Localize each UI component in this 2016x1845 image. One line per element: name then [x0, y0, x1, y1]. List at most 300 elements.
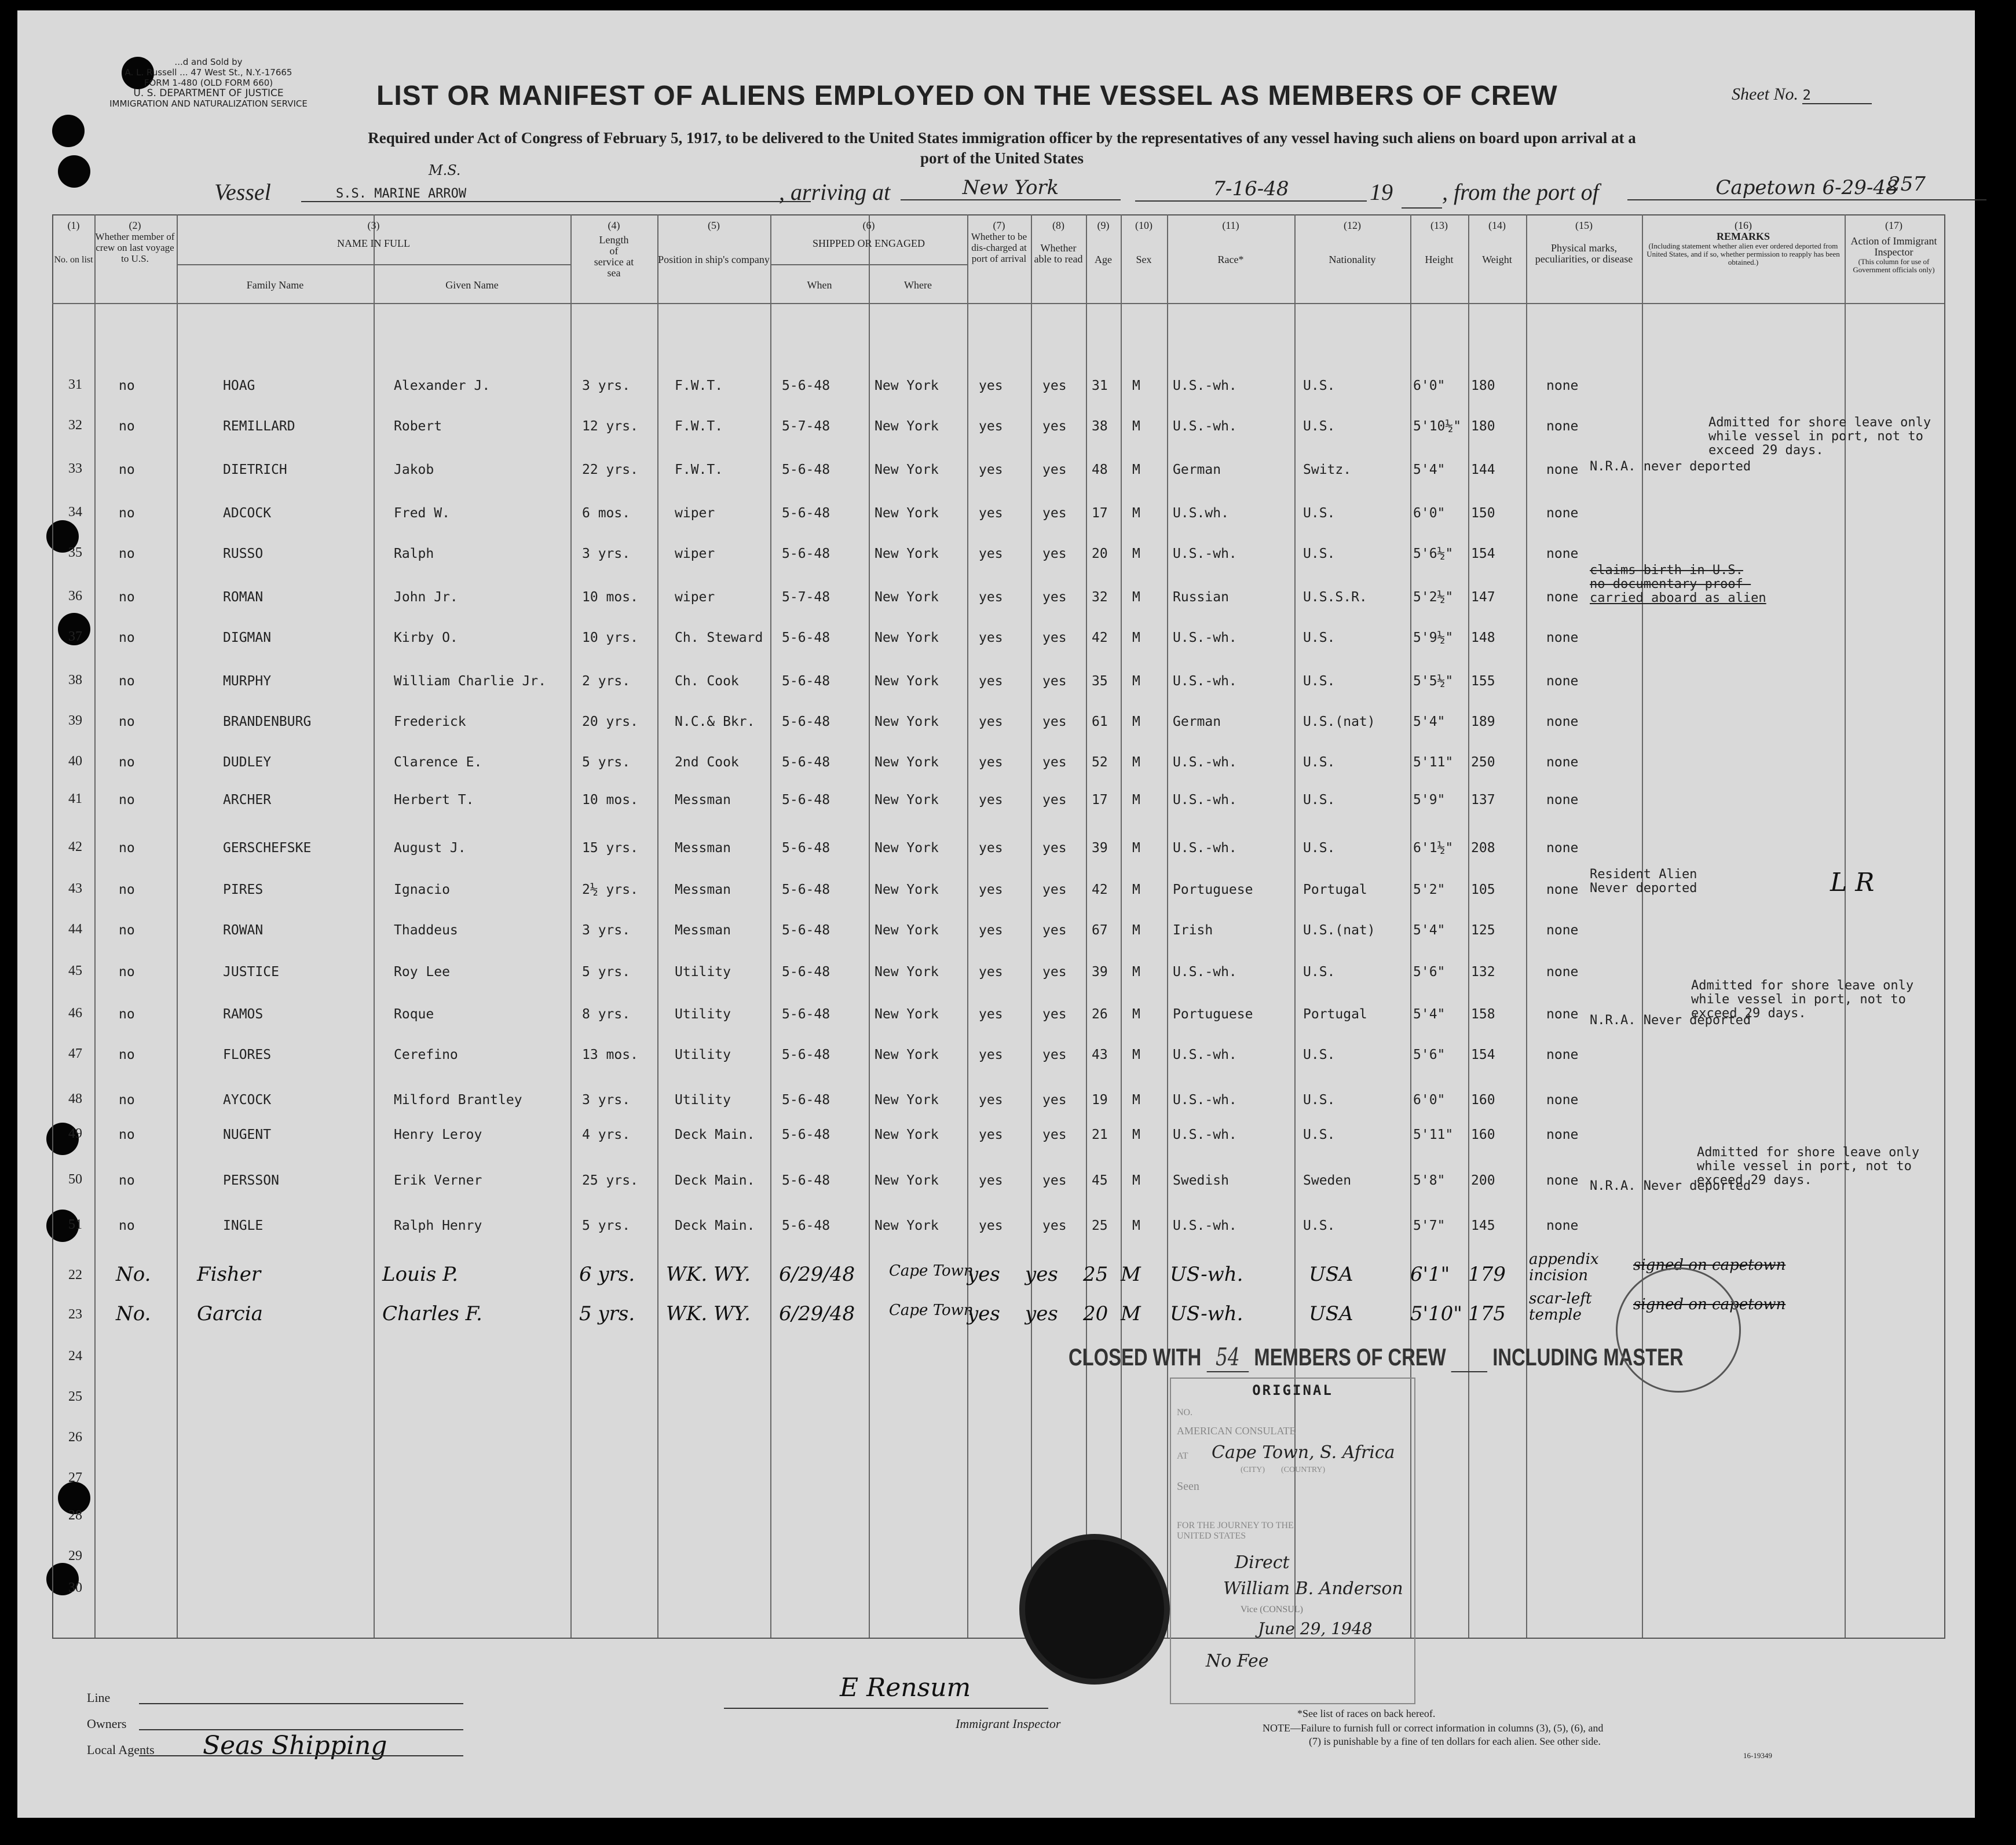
- crew-read-cell: yes: [1042, 1173, 1067, 1188]
- crew-given-cell: Kirby O.: [394, 630, 458, 645]
- crew-given-cell: Clarence E.: [394, 755, 482, 770]
- crew-race-cell: U.S.-wh.: [1173, 1127, 1237, 1142]
- list-number: 51: [68, 1217, 82, 1232]
- crew-when-cell: 5-6-48: [782, 674, 830, 689]
- footer-line-label: Line: [87, 1690, 111, 1705]
- crew-prev-cell: no: [119, 506, 135, 521]
- crew-height-cell: 5'6½": [1413, 546, 1454, 561]
- crew-height-cell: 5'11": [1413, 755, 1454, 770]
- crew-position-cell: wiper: [675, 590, 715, 605]
- stamp-seen: Seen: [1177, 1480, 1199, 1493]
- list-number: 26: [68, 1430, 82, 1445]
- crew-disch-cell: yes: [979, 1007, 1003, 1022]
- consular-seal: [1025, 1540, 1164, 1679]
- crew-height-cell: 5'4": [1413, 714, 1446, 729]
- crew-prev-cell: no: [119, 1007, 135, 1022]
- list-number: 33: [68, 461, 82, 476]
- crew-sex-cell: M: [1132, 1127, 1140, 1142]
- crew-height-cell: 5'6": [1413, 964, 1446, 980]
- crew-prev-cell: no: [119, 590, 135, 605]
- inspector-signature: E Rensum: [840, 1673, 971, 1702]
- crew-race-handwritten: US-wh.: [1170, 1263, 1243, 1286]
- crew-weight-cell: 150: [1471, 506, 1495, 521]
- crew-given-cell: August J.: [394, 841, 466, 856]
- crew-nat-cell: U.S.: [1303, 419, 1336, 434]
- crew-prev-cell: no: [119, 419, 135, 434]
- crew-disch-cell: yes: [979, 714, 1003, 729]
- crew-sex-cell: M: [1132, 419, 1140, 434]
- crew-service-cell: 13 mos.: [582, 1047, 638, 1062]
- publisher-line: A. L. Russell ... 47 West St., N.Y.-17665: [125, 67, 292, 78]
- crew-when-cell: 5-6-48: [782, 1127, 830, 1142]
- remark-shore-leave: Admitted for shore leave only while vessel in port, not to exceed 29 days.: [1697, 1145, 1920, 1188]
- crew-height-cell: 5'4": [1413, 923, 1446, 938]
- sheet-label: Sheet No.: [1732, 85, 1798, 104]
- list-number: 39: [68, 713, 82, 728]
- crew-family-cell: GERSCHEFSKE: [223, 841, 312, 856]
- crew-nat-cell: U.S.(nat): [1303, 714, 1375, 729]
- crew-prev-cell: no: [119, 674, 135, 689]
- crew-disch-cell: yes: [979, 1047, 1003, 1062]
- crew-disch-handwritten: yes: [967, 1263, 1000, 1286]
- crew-race-cell: Irish: [1173, 923, 1213, 938]
- publisher-block: [58, 57, 359, 109]
- crew-service-cell: 5 yrs.: [582, 755, 631, 770]
- crew-count: 54: [1206, 1343, 1249, 1372]
- column-rule: [1468, 214, 1469, 1638]
- crew-when-handwritten: 6/29/48: [779, 1263, 855, 1286]
- remark-birth-claim: claims birth in U.S. no documentary proof- carried aboard as alien: [1590, 563, 1766, 605]
- crew-read-cell: yes: [1042, 1093, 1067, 1108]
- list-number: 43: [68, 881, 82, 896]
- crew-service-cell: 15 yrs.: [582, 841, 638, 856]
- list-number: 49: [68, 1126, 82, 1141]
- crew-sex-cell: M: [1132, 882, 1140, 897]
- crew-prev-cell: no: [119, 1047, 135, 1062]
- list-number: 36: [68, 589, 82, 604]
- crew-prev-cell: no: [119, 792, 135, 808]
- crew-position-cell: Messman: [675, 882, 731, 897]
- list-number: 24: [68, 1349, 82, 1364]
- crew-when-cell: 5-6-48: [782, 1047, 830, 1062]
- crew-where-cell: New York: [875, 964, 939, 980]
- crew-when-cell: 5-6-48: [782, 462, 830, 477]
- crew-marks-cell: none: [1546, 1007, 1579, 1022]
- crew-age-cell: 21: [1092, 1127, 1108, 1142]
- list-number: 48: [68, 1091, 82, 1106]
- crew-nat-cell: U.S.: [1303, 1093, 1336, 1108]
- crew-nat-handwritten: USA: [1309, 1302, 1353, 1325]
- crew-nat-cell: U.S.: [1303, 792, 1336, 808]
- crew-when-cell: 5-6-48: [782, 506, 830, 521]
- departure-port: Capetown 6-29-48: [1627, 176, 1986, 200]
- crew-nat-handwritten: USA: [1309, 1263, 1353, 1286]
- crew-family-cell: FLORES: [223, 1047, 272, 1062]
- crew-where-cell: New York: [875, 546, 939, 561]
- stamp-consulate: AMERICAN CONSULATE: [1177, 1425, 1296, 1437]
- crew-height-cell: 5'2½": [1413, 590, 1454, 605]
- form-code: 16-19349: [1743, 1751, 1772, 1760]
- remark-nra: N.R.A. Never deported: [1590, 1013, 1751, 1028]
- crew-marks-cell: none: [1546, 1047, 1579, 1062]
- crew-family-cell: NUGENT: [223, 1127, 272, 1142]
- crew-sex-cell: M: [1132, 630, 1140, 645]
- crew-race-cell: U.S.-wh.: [1173, 674, 1237, 689]
- sheet-number: [1732, 85, 1872, 104]
- crew-family-cell: MURPHY: [223, 674, 272, 689]
- crew-prev-cell: no: [119, 378, 135, 393]
- crew-race-cell: Russian: [1173, 590, 1229, 605]
- crew-age-cell: 31: [1092, 378, 1108, 393]
- crew-sex-cell: M: [1132, 755, 1140, 770]
- footnote-penalty: (7) is punishable by a fine of ten dollars for each alien. See other side.: [1309, 1736, 1601, 1747]
- crew-race-cell: U.S.-wh.: [1173, 755, 1237, 770]
- crew-given-cell: Herbert T.: [394, 792, 474, 808]
- crew-position-cell: Messman: [675, 923, 731, 938]
- column-rule: [374, 214, 375, 1638]
- stamp-original: ORIGINAL: [1252, 1382, 1333, 1398]
- crew-family-cell: ARCHER: [223, 792, 272, 808]
- crew-read-handwritten: yes: [1025, 1263, 1058, 1286]
- arrival-port: New York: [901, 176, 1121, 200]
- col-header-discharge: (7) Whether to be dis-charged at port of arrival: [971, 220, 1027, 264]
- crew-prev-cell: no: [119, 923, 135, 938]
- sheet-value: 2: [1802, 87, 1872, 104]
- list-number: 25: [68, 1389, 82, 1404]
- stamp-city-label: (CITY) (COUNTRY): [1241, 1466, 1326, 1474]
- list-number: 45: [68, 963, 82, 978]
- remark-nra: N.R.A. Never deported: [1590, 1179, 1751, 1193]
- crew-marks-cell: none: [1546, 792, 1579, 808]
- crew-marks-cell: none: [1546, 506, 1579, 521]
- crew-service-handwritten: 5 yrs.: [579, 1302, 635, 1325]
- requirement-text: port of the United States: [920, 149, 1084, 167]
- crew-when-cell: 5-6-48: [782, 923, 830, 938]
- crew-disch-cell: yes: [979, 630, 1003, 645]
- crew-race-cell: U.S.-wh.: [1173, 792, 1237, 808]
- footer-line-field: [139, 1703, 463, 1704]
- crew-age-cell: 42: [1092, 882, 1108, 897]
- footnote-penalty: NOTE—Failure to furnish full or correct information in columns (3), (5), (6), and: [1263, 1722, 1604, 1734]
- crew-when-cell: 5-6-48: [782, 755, 830, 770]
- crew-position-cell: Messman: [675, 792, 731, 808]
- crew-position-cell: Messman: [675, 841, 731, 856]
- crew-prev-cell: no: [119, 841, 135, 856]
- crew-sex-cell: M: [1132, 378, 1140, 393]
- list-number: 50: [68, 1172, 82, 1187]
- crew-nat-cell: U.S.: [1303, 546, 1336, 561]
- stamp-date: June 29, 1948: [1258, 1619, 1373, 1638]
- crew-weight-cell: 144: [1471, 462, 1495, 477]
- col-header-position: (5) Position in ship's company: [658, 220, 770, 265]
- list-number: 22: [68, 1267, 82, 1283]
- crew-height-cell: 6'0": [1413, 378, 1446, 393]
- crew-position-cell: Deck Main.: [675, 1218, 755, 1233]
- crew-family-cell: DIETRICH: [223, 462, 287, 477]
- crew-read-cell: yes: [1042, 462, 1067, 477]
- consulate-round-stamp: [1616, 1267, 1741, 1393]
- crew-prev-cell: no: [119, 755, 135, 770]
- crew-marks-cell: none: [1546, 714, 1579, 729]
- crew-family-cell: REMILLARD: [223, 419, 295, 434]
- crew-where-cell: New York: [875, 1127, 939, 1142]
- crew-race-cell: U.S.-wh.: [1173, 630, 1237, 645]
- crew-nat-cell: U.S.: [1303, 378, 1336, 393]
- crew-when-cell: 5-6-48: [782, 1093, 830, 1108]
- crew-age-cell: 67: [1092, 923, 1108, 938]
- crew-position-cell: Utility: [675, 1047, 731, 1062]
- crew-weight-cell: 189: [1471, 714, 1495, 729]
- stamp-no: NO.: [1177, 1408, 1193, 1417]
- crew-race-cell: Portuguese: [1173, 1007, 1253, 1022]
- crew-age-handwritten: 20: [1083, 1302, 1108, 1325]
- col-header-shipped: (6) SHIPPED OR ENGAGED: [812, 220, 925, 249]
- crew-when-cell: 5-6-48: [782, 1173, 830, 1188]
- crew-sex-cell: M: [1132, 546, 1140, 561]
- crew-sex-cell: M: [1132, 923, 1140, 938]
- crew-race-cell: Portuguese: [1173, 882, 1253, 897]
- crew-age-cell: 61: [1092, 714, 1108, 729]
- column-rule: [1642, 214, 1643, 1638]
- column-rule: [770, 214, 771, 1638]
- col-header-weight: (14) Weight: [1482, 220, 1512, 265]
- list-number: 27: [68, 1470, 82, 1485]
- crew-position-handwritten: WK. WY.: [666, 1302, 751, 1325]
- crew-family-cell: RAMOS: [223, 1007, 264, 1022]
- crew-where-cell: New York: [875, 630, 939, 645]
- crew-where-cell: New York: [875, 882, 939, 897]
- crew-age-cell: 17: [1092, 792, 1108, 808]
- crew-marks-cell: none: [1546, 378, 1579, 393]
- local-agents-value: Seas Shipping: [203, 1731, 387, 1760]
- crew-age-cell: 39: [1092, 964, 1108, 980]
- crew-race-cell: U.S.-wh.: [1173, 1093, 1237, 1108]
- list-number: 47: [68, 1046, 82, 1061]
- crew-disch-cell: yes: [979, 964, 1003, 980]
- crew-nat-cell: U.S.: [1303, 755, 1336, 770]
- crew-age-cell: 42: [1092, 630, 1108, 645]
- crew-weight-cell: 180: [1471, 378, 1495, 393]
- crew-position-cell: F.W.T.: [675, 419, 723, 434]
- crew-read-cell: yes: [1042, 792, 1067, 808]
- crew-given-cell: Cerefino: [394, 1047, 458, 1062]
- col-header-age: (9) Age: [1095, 220, 1112, 265]
- crew-family-cell: DUDLEY: [223, 755, 272, 770]
- crew-height-cell: 5'5½": [1413, 674, 1454, 689]
- crew-when-cell: 5-6-48: [782, 792, 830, 808]
- stamp-fee: No Fee: [1206, 1651, 1269, 1671]
- crew-remark-handwritten: signed on capetown: [1633, 1256, 1786, 1274]
- crew-position-cell: Utility: [675, 1007, 731, 1022]
- col-header-name: (3) NAME IN FULL: [337, 220, 410, 249]
- crew-given-cell: John Jr.: [394, 590, 458, 605]
- crew-position-cell: Deck Main.: [675, 1173, 755, 1188]
- crew-marks-cell: none: [1546, 1093, 1579, 1108]
- crew-when-cell: 5-6-48: [782, 841, 830, 856]
- crew-given-cell: Ralph Henry: [394, 1218, 482, 1233]
- crew-position-cell: wiper: [675, 506, 715, 521]
- crew-prev-cell: no: [119, 546, 135, 561]
- service-name: IMMIGRATION AND NATURALIZATION SERVICE: [109, 98, 308, 109]
- crew-disch-cell: yes: [979, 1127, 1003, 1142]
- crew-service-cell: 2½ yrs.: [582, 882, 638, 897]
- crew-read-cell: yes: [1042, 1127, 1067, 1142]
- crew-marks-cell: none: [1546, 923, 1579, 938]
- footer-agents-field: [139, 1755, 463, 1756]
- consul-signature: William B. Anderson: [1223, 1579, 1403, 1599]
- crew-where-cell: New York: [875, 755, 939, 770]
- crew-read-cell: yes: [1042, 590, 1067, 605]
- crew-disch-cell: yes: [979, 1218, 1003, 1233]
- punch-hole: [58, 155, 90, 188]
- crew-marks-cell: none: [1546, 462, 1579, 477]
- crew-marks-cell: none: [1546, 1173, 1579, 1188]
- crew-age-cell: 43: [1092, 1047, 1108, 1062]
- inspector-label: Immigrant Inspector: [956, 1716, 1061, 1731]
- crew-nat-cell: U.S.: [1303, 1047, 1336, 1062]
- crew-race-handwritten: US-wh.: [1170, 1302, 1243, 1325]
- crew-weight-cell: 160: [1471, 1093, 1495, 1108]
- crew-given-cell: Roy Lee: [394, 964, 450, 980]
- department-name: U. S. DEPARTMENT OF JUSTICE: [133, 87, 284, 99]
- crew-disch-cell: yes: [979, 923, 1003, 938]
- column-rule: [177, 214, 178, 1638]
- crew-weight-cell: 160: [1471, 1127, 1495, 1142]
- crew-weight-cell: 147: [1471, 590, 1495, 605]
- crew-disch-cell: yes: [979, 546, 1003, 561]
- crew-height-cell: 5'6": [1413, 1047, 1446, 1062]
- column-rule: [570, 214, 572, 1638]
- col-header-nationality: (12) Nationality: [1329, 220, 1376, 265]
- crew-race-cell: U.S.-wh.: [1173, 419, 1237, 434]
- crew-service-handwritten: 6 yrs.: [579, 1263, 635, 1286]
- list-number: 41: [68, 791, 82, 806]
- crew-race-cell: German: [1173, 714, 1221, 729]
- crew-height-cell: 5'9½": [1413, 630, 1454, 645]
- crew-weight-cell: 154: [1471, 1047, 1495, 1062]
- crew-when-handwritten: 6/29/48: [779, 1302, 855, 1325]
- list-number: 31: [68, 377, 82, 392]
- crew-weight-cell: 208: [1471, 841, 1495, 856]
- crew-service-cell: 5 yrs.: [582, 1218, 631, 1233]
- crew-sex-cell: M: [1132, 1093, 1140, 1108]
- crew-service-cell: 20 yrs.: [582, 714, 638, 729]
- crew-service-cell: 10 mos.: [582, 792, 638, 808]
- crew-sex-cell: M: [1132, 590, 1140, 605]
- crew-read-cell: yes: [1042, 755, 1067, 770]
- crew-sex-cell: M: [1132, 506, 1140, 521]
- column-rule: [1086, 214, 1087, 1638]
- crew-race-cell: U.S.wh.: [1173, 506, 1229, 521]
- crew-family-cell: HOAG: [223, 378, 255, 393]
- crew-disch-cell: yes: [979, 674, 1003, 689]
- crew-race-cell: German: [1173, 462, 1221, 477]
- crew-read-cell: yes: [1042, 378, 1067, 393]
- consul-stamp: [1170, 1378, 1415, 1704]
- col-header-inspector-action: (17) Action of Immigrant Inspector (This column for use of Government officials only): [1850, 220, 1937, 274]
- list-number: 35: [68, 545, 82, 560]
- remark-nra: N.R.A. never deported: [1590, 459, 1751, 474]
- crew-read-cell: yes: [1042, 419, 1067, 434]
- column-rule: [1167, 214, 1168, 1638]
- crew-disch-cell: yes: [979, 462, 1003, 477]
- crew-disch-cell: yes: [979, 506, 1003, 521]
- crew-height-cell: 6'1½": [1413, 841, 1454, 856]
- crew-position-cell: Utility: [675, 964, 731, 980]
- crew-position-cell: Ch. Cook: [675, 674, 739, 689]
- list-number: 29: [68, 1548, 82, 1563]
- list-number: 34: [68, 505, 82, 520]
- crew-given-cell: Henry Leroy: [394, 1127, 482, 1142]
- crew-when-cell: 5-6-48: [782, 964, 830, 980]
- crew-read-cell: yes: [1042, 1047, 1067, 1062]
- crew-weight-cell: 155: [1471, 674, 1495, 689]
- crew-given-cell: Jakob: [394, 462, 434, 477]
- stamp-journey: FOR THE JOURNEY TO THE UNITED STATES: [1177, 1521, 1294, 1541]
- crew-race-cell: U.S.-wh.: [1173, 378, 1237, 393]
- name-subheader-rule: [177, 264, 570, 265]
- stamp-city: Cape Town, S. Africa: [1212, 1442, 1395, 1463]
- stamp-at: AT: [1177, 1451, 1188, 1461]
- crew-position-cell: N.C.& Bkr.: [675, 714, 755, 729]
- col-header-height: (13) Height: [1425, 220, 1454, 265]
- crew-nat-cell: U.S.: [1303, 630, 1336, 645]
- crew-age-handwritten: 25: [1083, 1263, 1108, 1286]
- crew-family-cell: ROWAN: [223, 923, 264, 938]
- crew-where-cell: New York: [875, 674, 939, 689]
- col-header-service: (4) Length of service at sea: [594, 220, 634, 279]
- col-header-list-no: (1) No. on list: [54, 220, 93, 265]
- crew-marks-cell: none: [1546, 841, 1579, 856]
- crew-family-cell: DIGMAN: [223, 630, 272, 645]
- crew-weight-cell: 158: [1471, 1007, 1495, 1022]
- crew-height-cell: 5'10½": [1413, 419, 1462, 434]
- crew-position-handwritten: WK. WY.: [666, 1263, 751, 1286]
- crew-age-cell: 20: [1092, 546, 1108, 561]
- document-title: LIST OR MANIFEST OF ALIENS EMPLOYED ON THE VESSEL AS MEMBERS OF CREW: [376, 81, 1558, 111]
- crew-weight-cell: 154: [1471, 546, 1495, 561]
- crew-where-cell: New York: [875, 714, 939, 729]
- crew-disch-cell: yes: [979, 792, 1003, 808]
- crew-where-handwritten: Cape Town: [889, 1302, 974, 1319]
- list-number: 23: [68, 1307, 82, 1322]
- crew-read-cell: yes: [1042, 630, 1067, 645]
- crew-height-cell: 6'0": [1413, 506, 1446, 521]
- crew-given-cell: William Charlie Jr.: [394, 674, 547, 689]
- column-rule: [1121, 214, 1122, 1638]
- crew-where-cell: New York: [875, 841, 939, 856]
- crew-read-cell: yes: [1042, 506, 1067, 521]
- crew-read-cell: yes: [1042, 923, 1067, 938]
- crew-service-cell: 10 yrs.: [582, 630, 638, 645]
- col-header-remarks: (16) REMARKS (Including statement whether alien ever ordered deported from United States, and if so, whether permission to reapply has been obtained.): [1647, 220, 1840, 266]
- crew-disch-cell: yes: [979, 419, 1003, 434]
- crew-given-cell: Erik Verner: [394, 1173, 482, 1188]
- crew-given-cell: Roque: [394, 1007, 434, 1022]
- publisher-line: ...d and Sold by: [174, 57, 243, 67]
- crew-disch-cell: yes: [979, 378, 1003, 393]
- crew-given-handwritten: Charles F.: [382, 1302, 482, 1325]
- crew-service-cell: 22 yrs.: [582, 462, 638, 477]
- crew-height-handwritten: 6'1": [1410, 1263, 1450, 1286]
- manifest-page: [17, 10, 1975, 1818]
- crew-where-cell: New York: [875, 1047, 939, 1062]
- column-rule: [94, 214, 96, 1638]
- crew-given-handwritten: Louis P.: [382, 1263, 458, 1286]
- crew-where-cell: New York: [875, 419, 939, 434]
- shipped-subheader-rule: [770, 264, 967, 265]
- col-header-last-voyage: (2) Whether member of crew on last voyage to U.S.: [95, 220, 175, 264]
